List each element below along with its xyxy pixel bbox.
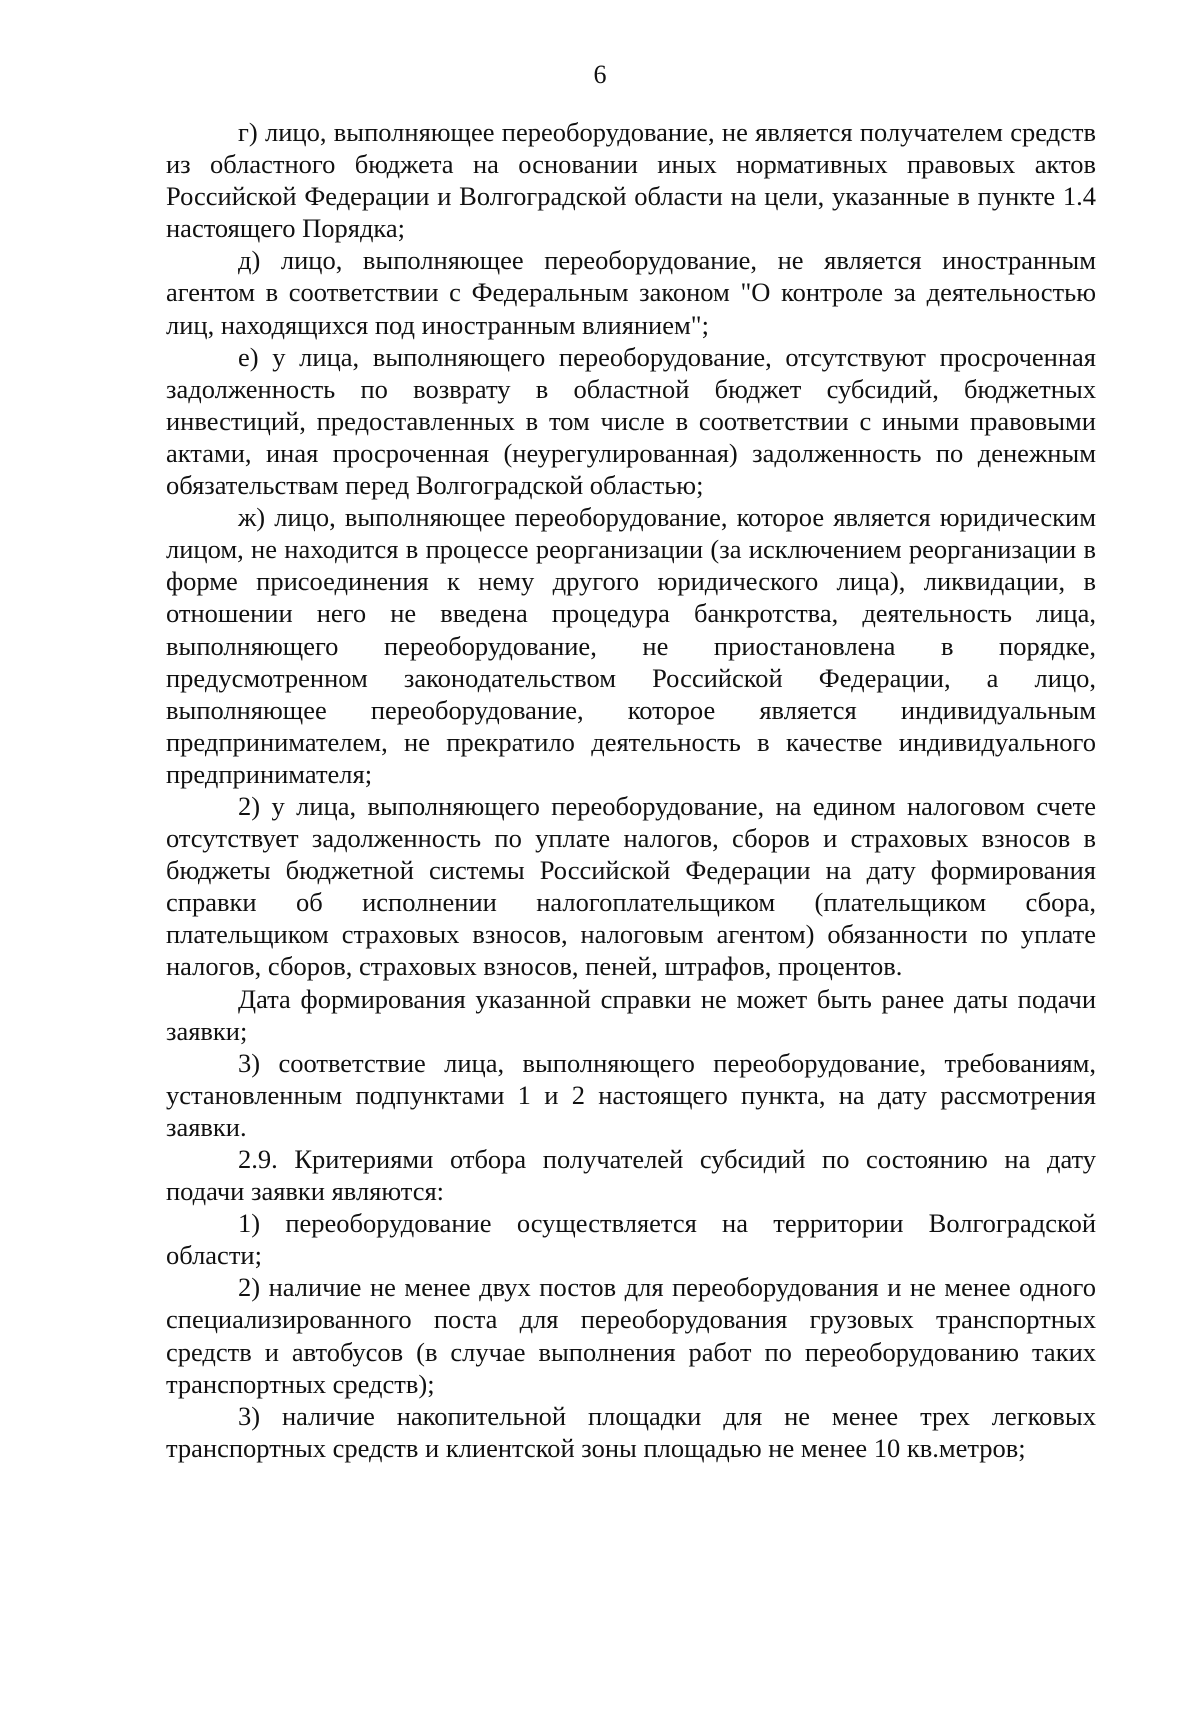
paragraph-d-not-foreign-agent: д) лицо, выполняющее переоборудование, не является иностранным агентом в соответствии с Федеральным законом "О контроле за деятельностью лиц, находящихся под иностранным влиянием";: [166, 245, 1096, 340]
paragraph-2-no-tax-debt: 2) у лица, выполняющего переоборудование, на едином налоговом счете отсутствует задолженность по уплате налогов, сборов и страховых взносов в бюджеты бюджетной системы Российской Федерации на дату формирования справки об исполнении налогоплательщиком (плательщиком сбора, плательщиком страховых взносов, налоговым агентом) обязанности по уплате налогов, сборов, страховых взносов, пеней, штрафов, процентов.: [166, 790, 1096, 982]
page-number: 6: [593, 60, 607, 89]
paragraph-criterion-1-territory: 1) переоборудование осуществляется на территории Волгоградской области;: [166, 1208, 1096, 1271]
paragraph-2-9-criteria: 2.9. Критериями отбора получателей субсидий по состоянию на дату подачи заявки являются:: [166, 1144, 1096, 1207]
paragraph-3-compliance: 3) соответствие лица, выполняющего переоборудование, требованиям, установленным подпунктами 1 и 2 настоящего пункта, на дату рассмотрения заявки.: [166, 1047, 1096, 1142]
paragraph-zh-no-reorganization: ж) лицо, выполняющее переоборудование, которое является юридическим лицом, не находится в процессе реорганизации (за исключением реорганизации в форме присоединения к нему другого юридического лица), ликвидации, в отношении него не введена процедура банкротства, деятельность лица, выполняющего переоборудование, не приостановлена в порядке, предусмотренном законодательством Российской Федерации, а лицо, выполняющее переоборудование, которое является индивидуальным предпринимателем, не прекратило деятельность в качестве индивидуального предпринимателя;: [166, 502, 1096, 789]
paragraph-certificate-date: Дата формирования указанной справки не может быть ранее даты подачи заявки;: [166, 983, 1096, 1046]
paragraph-criterion-3-storage-area: 3) наличие накопительной площадки для не менее трех легковых транспортных средств и клиентской зоны площадью не менее 10 кв.метров;: [166, 1400, 1096, 1463]
paragraph-g-not-recipient: г) лицо, выполняющее переоборудование, не является получателем средств из областного бюджета на основании иных нормативных правовых актов Российской Федерации и Волгоградской области на цели, указанные в пункте 1.4 настоящего Порядка;: [166, 117, 1096, 244]
paragraph-e-no-overdue-debt: е) у лица, выполняющего переоборудование, отсутствуют просроченная задолженность по возврату в областной бюджет субсидий, бюджетных инвестиций, предоставленных в том числе в соответствии с иными правовыми актами, иная просроченная (неурегулированная) задолженность по денежным обязательствам перед Волгоградской областью;: [166, 341, 1096, 501]
document-body: [166, 116, 1096, 1464]
paragraph-criterion-2-posts: 2) наличие не менее двух постов для переоборудования и не менее одного специализированного поста для переоборудования грузовых транспортных средств и автобусов (в случае выполнения работ по переоборудованию таких транспортных средств);: [166, 1272, 1096, 1399]
